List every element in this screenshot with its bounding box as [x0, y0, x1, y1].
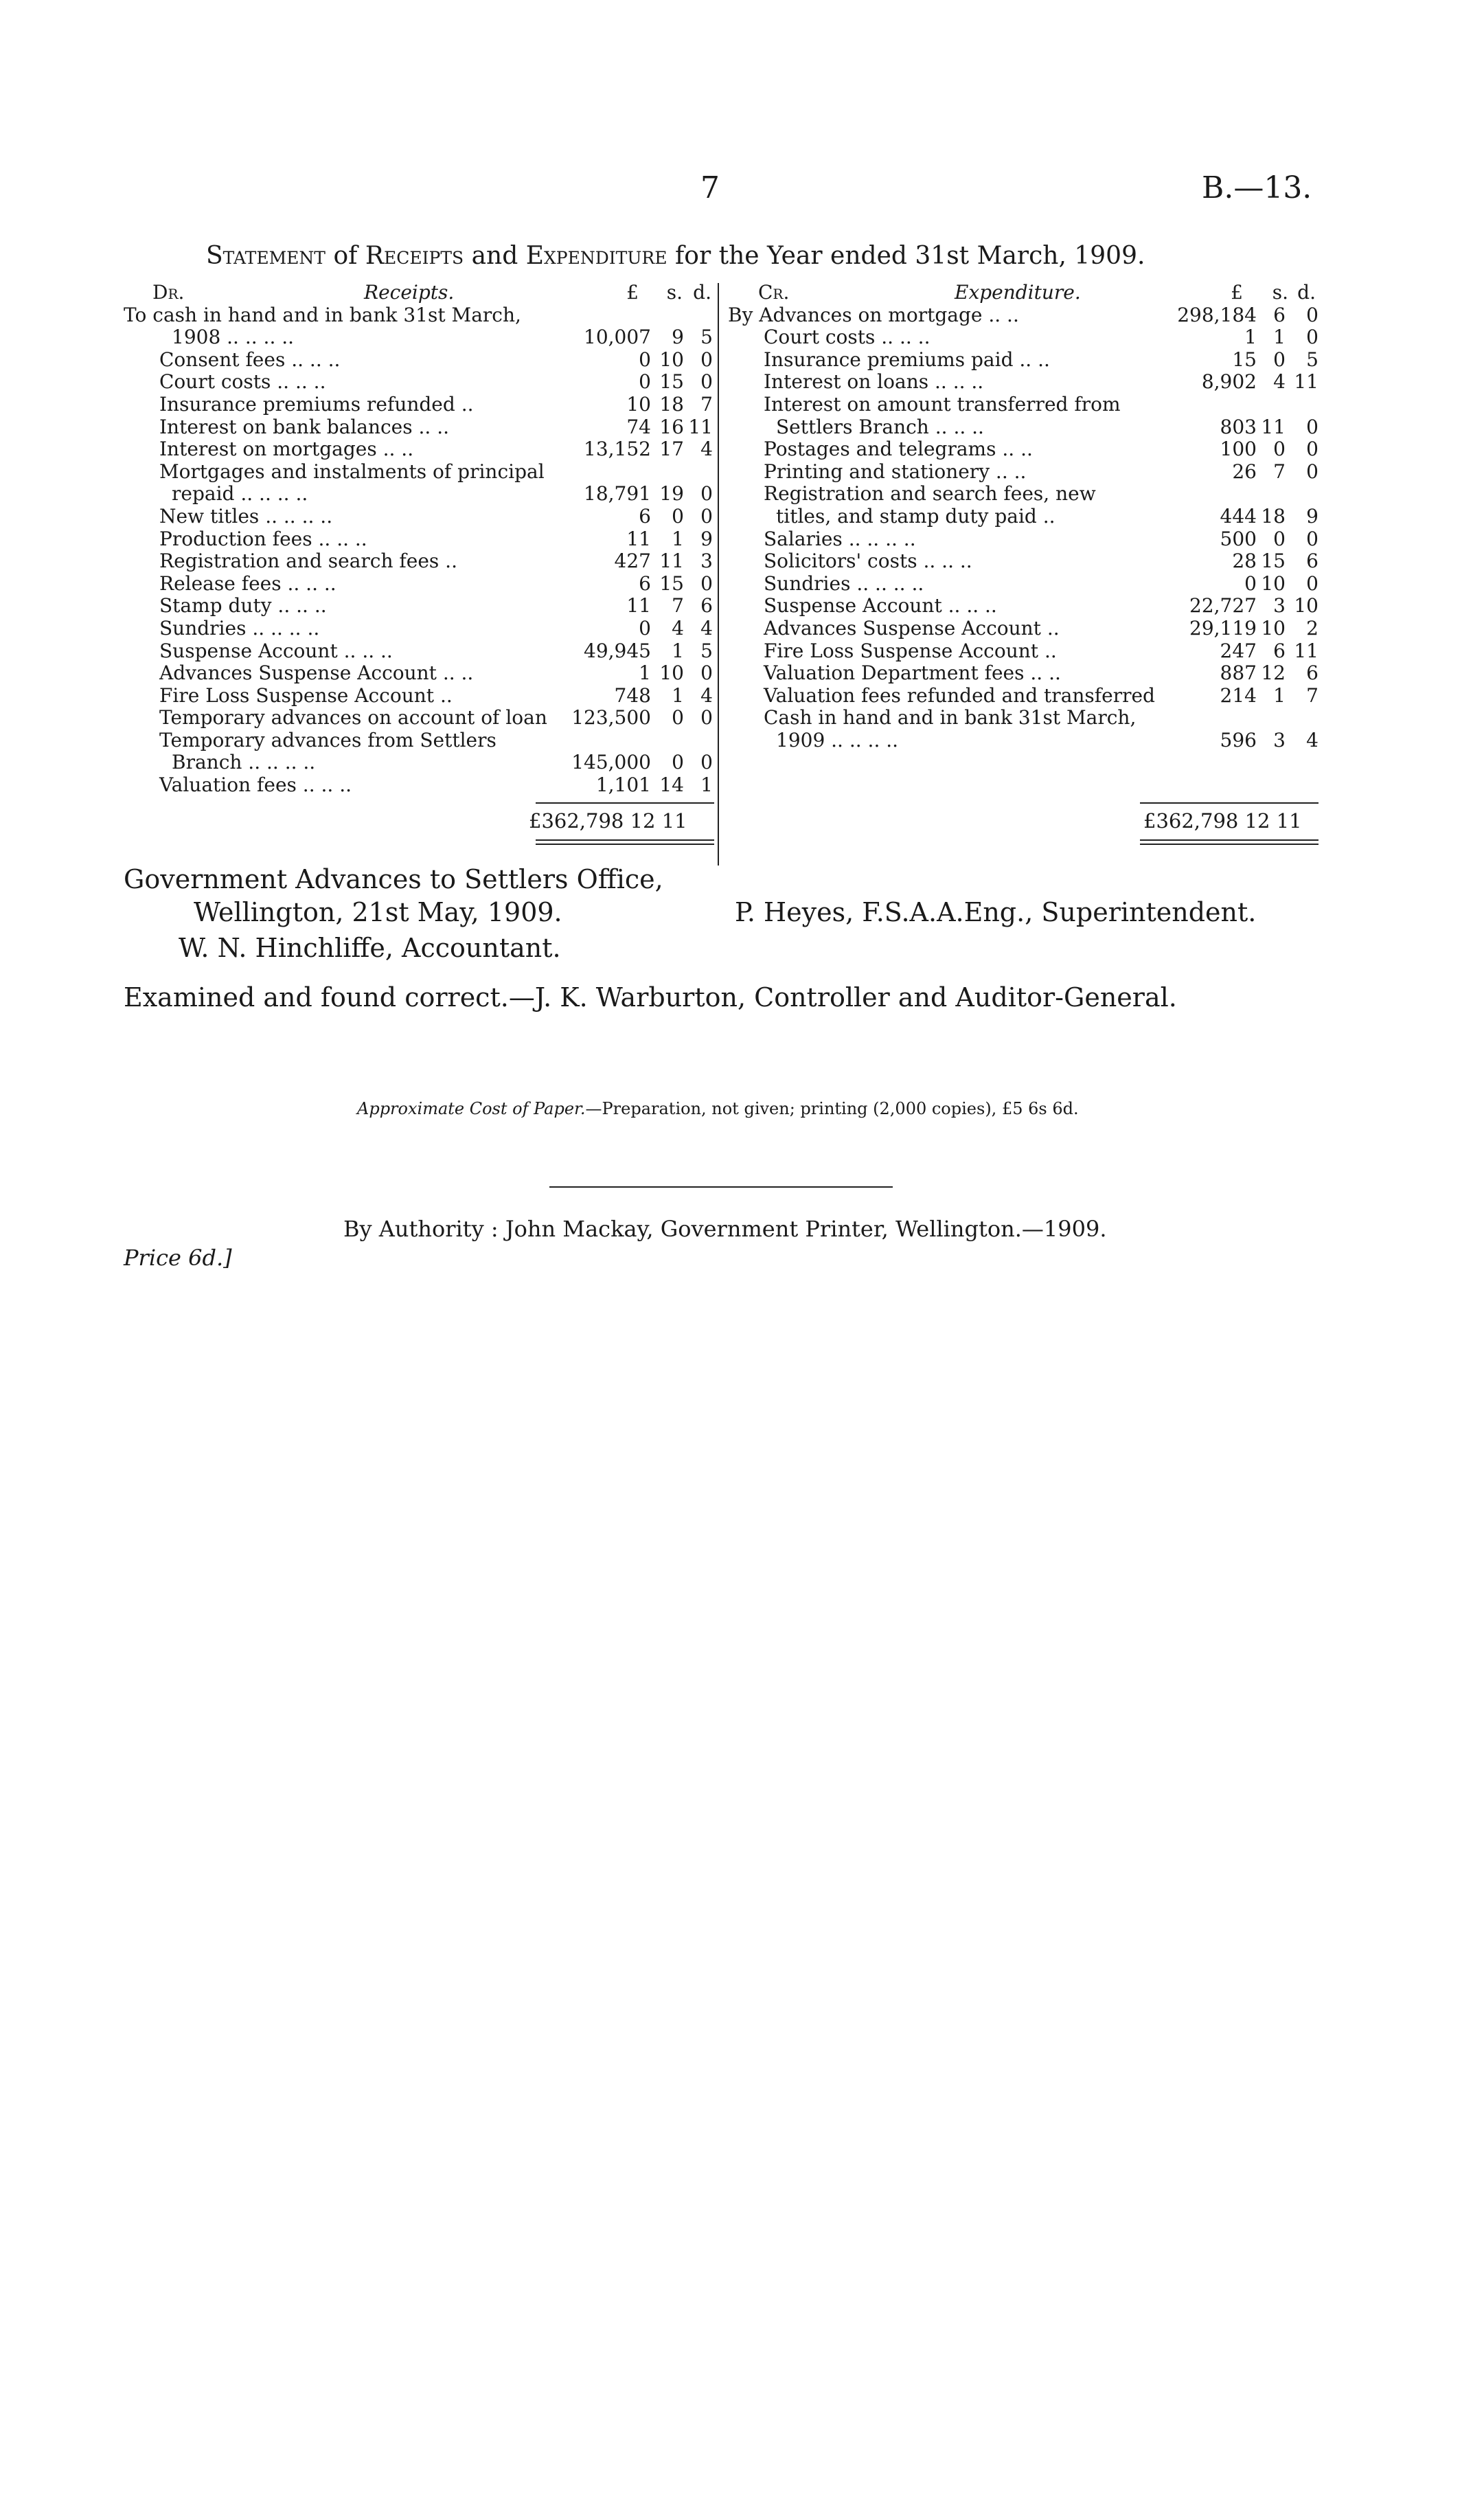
row-shillings: 17	[659, 438, 684, 461]
table-row	[728, 640, 1319, 663]
row-pence: 2	[1306, 616, 1319, 640]
table-row	[124, 730, 714, 752]
table-row	[728, 506, 1319, 528]
table-row	[124, 438, 714, 461]
expenditure-header	[728, 282, 1319, 304]
row-pounds: 298,184	[1177, 303, 1257, 326]
table-row	[124, 371, 714, 394]
row-shillings: 15	[1261, 550, 1286, 573]
table-row	[728, 662, 1319, 685]
examined-note: Examined and found correct.—J. K. Warburton, Controller and Auditor-General.	[124, 982, 1177, 1013]
row-shillings: 3	[1273, 728, 1286, 751]
title-word: Receipts	[365, 242, 464, 270]
table-row	[124, 751, 714, 774]
table-row	[124, 550, 714, 573]
row-shillings: 1	[1273, 326, 1286, 349]
row-pence: 9	[1306, 504, 1319, 528]
row-description: Solicitors' costs .. .. ..	[764, 550, 972, 573]
receipts-column	[124, 282, 714, 797]
row-shillings: 0	[1273, 348, 1286, 371]
table-row	[728, 326, 1319, 349]
cost-of-paper	[357, 1099, 1079, 1118]
row-pence: 5	[1306, 348, 1319, 371]
row-pence: 0	[700, 504, 713, 528]
row-description: Sundries .. .. .. ..	[159, 616, 320, 640]
row-pounds: 0	[639, 370, 651, 394]
table-row	[124, 326, 714, 349]
table-row	[124, 528, 714, 551]
table-row	[124, 595, 714, 618]
row-shillings: 1	[1273, 683, 1286, 707]
row-pence: 0	[1306, 572, 1319, 595]
row-pounds: 18,791	[584, 482, 651, 506]
row-shillings: 11	[659, 550, 684, 573]
row-pence: 0	[1306, 415, 1319, 438]
row-shillings: 0	[1273, 527, 1286, 550]
row-pounds: 22,727	[1189, 594, 1257, 618]
row-description: Temporary advances on account of loan	[159, 706, 547, 730]
row-pounds: 11	[626, 527, 651, 550]
row-pence: 10	[1294, 594, 1319, 618]
row-description: To cash in hand and in bank 31st March,	[124, 303, 521, 326]
table-row	[728, 304, 1319, 327]
row-pence: 11	[1294, 370, 1319, 394]
receipts-label: Receipts.	[364, 281, 455, 304]
row-shillings: 6	[1273, 639, 1286, 662]
row-pence: 7	[1306, 683, 1319, 707]
row-description: Court costs .. .. ..	[764, 326, 931, 349]
title-word: Statement	[206, 242, 326, 270]
row-shillings: 10	[1261, 616, 1286, 640]
row-pounds: 100	[1220, 438, 1257, 461]
row-pounds: 214	[1220, 683, 1257, 707]
row-description: repaid .. .. .. ..	[172, 482, 308, 506]
title-tail: for the Year ended 31st March, 1909.	[674, 242, 1145, 270]
row-shillings: 1	[672, 683, 684, 707]
row-pence: 6	[700, 594, 713, 618]
title-word: of	[333, 242, 358, 270]
row-pence: 11	[688, 415, 713, 438]
table-row	[124, 662, 714, 685]
shillings-header: s.	[666, 281, 683, 304]
row-description: 1908 .. .. .. ..	[172, 326, 295, 349]
row-description: Salaries .. .. .. ..	[764, 527, 916, 550]
row-pounds: 748	[614, 683, 651, 707]
page-number: 7	[700, 170, 720, 205]
row-pence: 4	[700, 683, 713, 707]
superintendent-signature: P. Heyes, F.S.A.A.Eng., Superintendent.	[735, 897, 1257, 927]
expenditure-total: £362,798 12 11	[1143, 809, 1302, 833]
row-shillings: 16	[659, 415, 684, 438]
row-pounds: 1	[639, 662, 651, 685]
table-row	[124, 685, 714, 708]
table-row	[728, 394, 1319, 416]
row-pence: 0	[700, 572, 713, 595]
row-pence: 0	[700, 751, 713, 774]
row-pounds: 803	[1220, 415, 1257, 438]
row-pounds: 13,152	[584, 438, 651, 461]
row-pounds: 0	[1244, 572, 1257, 595]
row-pounds: 0	[639, 348, 651, 371]
row-shillings: 7	[1273, 460, 1286, 483]
row-shillings: 10	[659, 662, 684, 685]
receipts-header	[124, 282, 714, 304]
row-pence: 3	[700, 550, 713, 573]
row-pence: 6	[1306, 662, 1319, 685]
row-pounds: 596	[1220, 728, 1257, 751]
row-shillings: 0	[672, 751, 684, 774]
row-pounds: 6	[639, 504, 651, 528]
row-shillings: 10	[659, 348, 684, 371]
row-description: Sundries .. .. .. ..	[764, 572, 924, 595]
row-shillings: 10	[1261, 572, 1286, 595]
row-pence: 0	[700, 662, 713, 685]
title-word: and	[471, 242, 518, 270]
row-pence: 0	[1306, 303, 1319, 326]
table-row	[728, 416, 1319, 439]
row-shillings: 0	[672, 706, 684, 730]
table-row	[124, 573, 714, 596]
expenditure-sum-rule	[1140, 802, 1319, 804]
row-description: Fire Loss Suspense Account ..	[159, 683, 453, 707]
receipts-total: £362,798 12 11	[529, 809, 687, 833]
table-row	[124, 506, 714, 528]
row-pounds: 10	[626, 392, 651, 416]
table-row	[728, 371, 1319, 394]
pounds-header: £	[1231, 281, 1243, 304]
row-shillings: 1	[672, 639, 684, 662]
row-description: Mortgages and instalments of principal	[159, 460, 545, 483]
row-description: Interest on amount transferred from	[764, 392, 1121, 416]
cost-label: Approximate Cost of Paper.	[357, 1099, 586, 1118]
row-description: Temporary advances from Settlers	[159, 728, 496, 751]
row-shillings: 4	[672, 616, 684, 640]
office-line: Government Advances to Settlers Office,	[124, 864, 663, 894]
row-description: Court costs .. .. ..	[159, 370, 326, 394]
row-pounds: 29,119	[1189, 616, 1257, 640]
table-row	[124, 707, 714, 730]
accountant-signature: W. N. Hinchliffe, Accountant.	[179, 933, 561, 963]
row-description: titles, and stamp duty paid ..	[776, 504, 1055, 528]
row-pounds: 74	[626, 415, 651, 438]
pounds-header: £	[626, 281, 639, 304]
row-pence: 1	[700, 773, 713, 797]
row-pounds: 887	[1220, 662, 1257, 685]
row-pounds: 123,500	[571, 706, 651, 730]
table-row	[124, 349, 714, 372]
row-pence: 11	[1294, 639, 1319, 662]
row-pence: 0	[700, 482, 713, 506]
row-pence: 0	[700, 706, 713, 730]
table-row	[728, 461, 1319, 484]
row-shillings: 14	[659, 773, 684, 797]
row-pounds: 1,101	[595, 773, 651, 797]
row-shillings: 0	[672, 504, 684, 528]
row-pounds: 10,007	[584, 326, 651, 349]
row-pounds: 8,902	[1201, 370, 1257, 394]
row-description: Interest on loans .. .. ..	[764, 370, 984, 394]
row-pounds: 11	[626, 594, 651, 618]
place-date: Wellington, 21st May, 1909.	[194, 897, 562, 927]
row-description: Valuation fees .. .. ..	[159, 773, 352, 797]
table-row	[124, 774, 714, 797]
row-pounds: 247	[1220, 639, 1257, 662]
row-description: Valuation fees refunded and transferred	[764, 683, 1155, 707]
row-pence: 9	[700, 527, 713, 550]
table-row	[728, 528, 1319, 551]
price: Price 6d.]	[124, 1245, 232, 1271]
row-description: Settlers Branch .. .. ..	[776, 415, 984, 438]
row-pence: 0	[700, 370, 713, 394]
cost-text: —Preparation, not given; printing (2,000 copies), £5 6s 6d.	[585, 1099, 1079, 1118]
row-shillings: 18	[1261, 504, 1286, 528]
row-shillings: 3	[1273, 594, 1286, 618]
row-shillings: 0	[1273, 438, 1286, 461]
row-description: Advances Suspense Account .. ..	[159, 662, 474, 685]
row-description: Registration and search fees ..	[159, 550, 457, 573]
column-divider	[718, 283, 719, 866]
row-description: Production fees .. .. ..	[159, 527, 367, 550]
row-description: Cash in hand and in bank 31st March,	[764, 706, 1137, 730]
row-pounds: 28	[1232, 550, 1257, 573]
row-shillings: 11	[1261, 415, 1286, 438]
table-row	[124, 304, 714, 327]
pence-header: d.	[1297, 281, 1316, 304]
row-pence: 5	[700, 639, 713, 662]
row-description: Advances Suspense Account ..	[764, 616, 1060, 640]
expenditure-column	[728, 282, 1319, 751]
row-pounds: 500	[1220, 527, 1257, 550]
row-shillings: 6	[1273, 303, 1286, 326]
table-row	[728, 438, 1319, 461]
row-pence: 6	[1306, 550, 1319, 573]
row-shillings: 15	[659, 572, 684, 595]
row-description: Valuation Department fees .. ..	[764, 662, 1061, 685]
row-description: Suspense Account .. .. ..	[764, 594, 997, 618]
row-pounds: 6	[639, 572, 651, 595]
table-row	[728, 707, 1319, 730]
row-description: Suspense Account .. .. ..	[159, 639, 393, 662]
row-description: Postages and telegrams .. ..	[764, 438, 1033, 461]
row-description: By Advances on mortgage .. ..	[728, 303, 1019, 326]
row-pounds: 427	[614, 550, 651, 573]
row-description: Release fees .. .. ..	[159, 572, 336, 595]
table-row	[728, 550, 1319, 573]
table-row	[728, 595, 1319, 618]
row-pence: 7	[700, 392, 713, 416]
statement-title	[206, 242, 1145, 270]
row-pence: 0	[1306, 438, 1319, 461]
row-pounds: 26	[1232, 460, 1257, 483]
table-row	[728, 618, 1319, 640]
row-description: Insurance premiums refunded ..	[159, 392, 474, 416]
row-description: Printing and stationery .. ..	[764, 460, 1027, 483]
cr-label: Cr.	[758, 281, 790, 304]
document-reference: B.—13.	[1202, 170, 1312, 205]
table-row	[728, 573, 1319, 596]
row-description: Fire Loss Suspense Account ..	[764, 639, 1057, 662]
row-description: 1909 .. .. .. ..	[776, 728, 899, 751]
row-pence: 0	[1306, 460, 1319, 483]
row-pence: 0	[1306, 326, 1319, 349]
row-pence: 0	[1306, 527, 1319, 550]
receipts-double-rule	[536, 839, 714, 845]
table-row	[124, 416, 714, 439]
shillings-header: s.	[1272, 281, 1288, 304]
row-pence: 4	[700, 438, 713, 461]
row-description: Interest on mortgages .. ..	[159, 438, 414, 461]
row-description: Registration and search fees, new	[764, 482, 1096, 506]
row-shillings: 15	[659, 370, 684, 394]
row-description: Consent fees .. .. ..	[159, 348, 341, 371]
table-row	[124, 461, 714, 484]
table-row	[728, 730, 1319, 752]
row-pounds: 145,000	[571, 751, 651, 774]
row-pounds: 444	[1220, 504, 1257, 528]
row-shillings: 9	[672, 326, 684, 349]
row-shillings: 18	[659, 392, 684, 416]
row-shillings: 4	[1273, 370, 1286, 394]
dr-label: Dr.	[152, 281, 185, 304]
row-shillings: 1	[672, 527, 684, 550]
row-shillings: 7	[672, 594, 684, 618]
row-pounds: 0	[639, 616, 651, 640]
table-row	[124, 618, 714, 640]
receipts-sum-rule	[536, 802, 714, 804]
separator-rule	[549, 1186, 893, 1188]
title-word: Expenditure	[525, 242, 667, 270]
table-row	[124, 640, 714, 663]
table-row	[124, 483, 714, 506]
row-description: Stamp duty .. .. ..	[159, 594, 327, 618]
row-description: Insurance premiums paid .. ..	[764, 348, 1050, 371]
printer-authority: By Authority : John Mackay, Government Printer, Wellington.—1909.	[343, 1216, 1107, 1242]
pence-header: d.	[693, 281, 711, 304]
table-row	[728, 483, 1319, 506]
table-row	[728, 685, 1319, 708]
row-description: New titles .. .. .. ..	[159, 504, 333, 528]
table-row	[124, 394, 714, 416]
expenditure-double-rule	[1140, 839, 1319, 845]
row-pounds: 49,945	[584, 639, 651, 662]
row-pence: 4	[1306, 728, 1319, 751]
row-pounds: 1	[1244, 326, 1257, 349]
row-description: Interest on bank balances .. ..	[159, 415, 450, 438]
table-row	[728, 349, 1319, 372]
row-shillings: 19	[659, 482, 684, 506]
row-pence: 4	[700, 616, 713, 640]
row-shillings: 12	[1261, 662, 1286, 685]
row-description: Branch .. .. .. ..	[172, 751, 316, 774]
row-pence: 0	[700, 348, 713, 371]
row-pence: 5	[700, 326, 713, 349]
expenditure-label: Expenditure.	[955, 281, 1081, 304]
row-pounds: 15	[1232, 348, 1257, 371]
